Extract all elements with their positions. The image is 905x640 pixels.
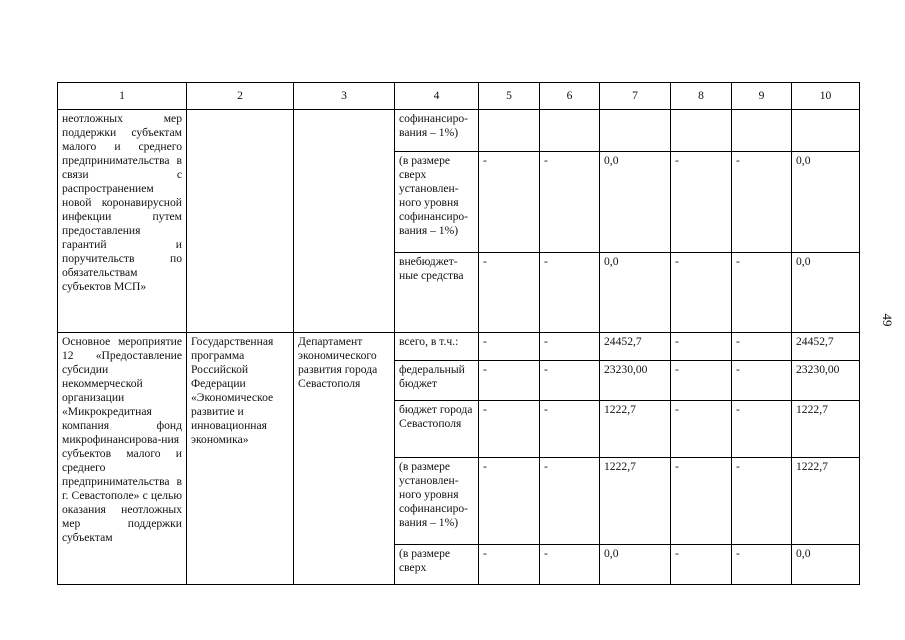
header-cell: 3 — [294, 83, 395, 110]
funding-source-cell: бюджет города Севастополя — [395, 401, 479, 458]
value-cell: - — [671, 401, 732, 458]
value-cell: - — [540, 458, 600, 545]
value-cell: - — [479, 253, 540, 333]
value-cell: - — [540, 333, 600, 361]
value-cell — [540, 110, 600, 152]
value-cell: - — [671, 253, 732, 333]
value-cell: 23230,00 — [792, 361, 860, 401]
value-cell — [792, 110, 860, 152]
value-cell: 0,0 — [600, 253, 671, 333]
header-cell: 2 — [187, 83, 294, 110]
executor-cell — [294, 110, 395, 333]
value-cell: - — [732, 401, 792, 458]
header-cell: 5 — [479, 83, 540, 110]
value-cell: - — [479, 361, 540, 401]
value-cell: 1222,7 — [600, 401, 671, 458]
header-cell: 6 — [540, 83, 600, 110]
header-cell: 10 — [792, 83, 860, 110]
header-cell: 4 — [395, 83, 479, 110]
value-cell: - — [479, 458, 540, 545]
program-cell: Государственная программа Российской Федерации «Экономическое развитие и инновационная экономика» — [187, 333, 294, 585]
value-cell: - — [732, 152, 792, 253]
value-cell: 24452,7 — [600, 333, 671, 361]
funding-source-cell: федеральный бюджет — [395, 361, 479, 401]
value-cell: - — [479, 545, 540, 585]
value-cell: - — [540, 401, 600, 458]
value-cell: 1222,7 — [600, 458, 671, 545]
header-cell: 9 — [732, 83, 792, 110]
value-cell: - — [479, 333, 540, 361]
value-cell: - — [540, 152, 600, 253]
value-cell: - — [732, 545, 792, 585]
header-cell: 7 — [600, 83, 671, 110]
measure-description-cell: Основное мероприятие 12 «Предоставление субсидии некоммерческой организации «Микрокредитная компания фонд микрофинансирова-ния субъектов малого и среднего предпринимательства в г. Севастополе» с целью оказания неотложных мер поддержки субъектам — [58, 333, 187, 585]
funding-source-cell: софинансиро-вания – 1%) — [395, 110, 479, 152]
value-cell: 0,0 — [792, 152, 860, 253]
value-cell: 0,0 — [600, 545, 671, 585]
value-cell: - — [732, 253, 792, 333]
funding-source-cell: (в размере сверх установлен-ного уровня софинансиро-вания – 1%) — [395, 152, 479, 253]
page-number: 49 — [880, 313, 895, 327]
value-cell — [600, 110, 671, 152]
value-cell: 0,0 — [600, 152, 671, 253]
value-cell: - — [540, 253, 600, 333]
value-cell — [671, 110, 732, 152]
value-cell: - — [732, 361, 792, 401]
value-cell: - — [479, 401, 540, 458]
program-cell — [187, 110, 294, 333]
value-cell: 23230,00 — [600, 361, 671, 401]
funding-source-cell: всего, в т.ч.: — [395, 333, 479, 361]
funding-source-cell: внебюджет-ные средства — [395, 253, 479, 333]
executor-cell: Департамент экономического развития города Севастополя — [294, 333, 395, 585]
measure-description-cell: неотложных мер поддержки субъектам малого и среднего предпринимательства в связи с распространением новой коронавирусной инфекции путем предоставления гарантий и поручительств по обязательствам субъектов МСП» — [58, 110, 187, 333]
value-cell: 0,0 — [792, 253, 860, 333]
table-row — [58, 333, 860, 361]
value-cell — [732, 110, 792, 152]
value-cell: 24452,7 — [792, 333, 860, 361]
value-cell: 1222,7 — [792, 401, 860, 458]
header-cell: 1 — [58, 83, 187, 110]
value-cell: - — [540, 545, 600, 585]
table-row — [58, 110, 860, 152]
value-cell: - — [479, 152, 540, 253]
value-cell: - — [671, 361, 732, 401]
value-cell: - — [671, 545, 732, 585]
budget-table — [57, 82, 860, 585]
value-cell: - — [671, 458, 732, 545]
header-cell: 8 — [671, 83, 732, 110]
funding-source-cell: (в размере установлен-ного уровня софинансиро-вания – 1%) — [395, 458, 479, 545]
funding-source-cell: (в размере сверх — [395, 545, 479, 585]
value-cell: - — [671, 152, 732, 253]
value-cell: - — [671, 333, 732, 361]
value-cell: - — [732, 333, 792, 361]
value-cell: - — [732, 458, 792, 545]
value-cell — [479, 110, 540, 152]
value-cell: - — [540, 361, 600, 401]
header-row — [58, 83, 860, 110]
value-cell: 0,0 — [792, 545, 860, 585]
value-cell: 1222,7 — [792, 458, 860, 545]
